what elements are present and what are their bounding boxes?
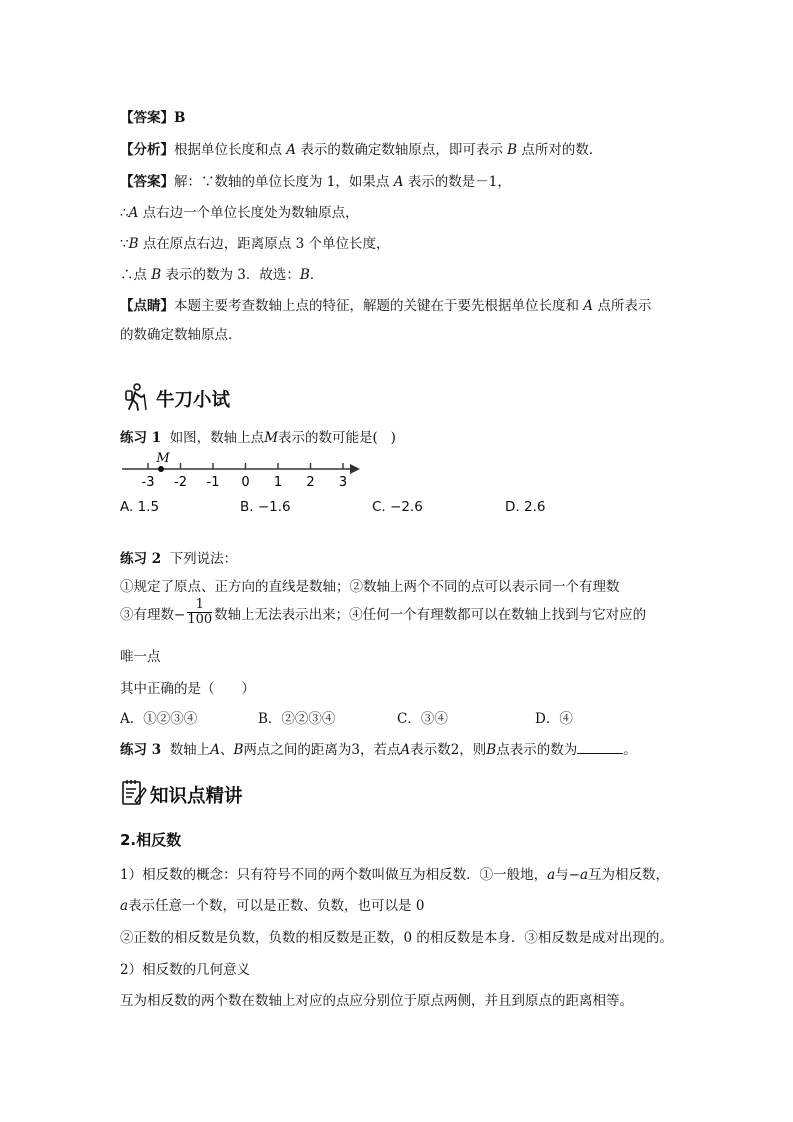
topic-paragraph-3: ②正数的相反数是负数，负数的相反数是正数，0 的相反数是本身．③相反数是成对出现的。 xyxy=(120,930,673,946)
answer-line: 【答案】B xyxy=(120,110,186,126)
point-m-marker xyxy=(158,466,164,472)
number-line-tick-label: 2 xyxy=(306,475,315,490)
number-line-tick-label: 1 xyxy=(273,475,283,490)
topic-paragraph-4: 2）相反数的几何意义 xyxy=(120,962,251,978)
exercise-2-option-d[interactable]: D．④ xyxy=(535,711,573,727)
exercise-2-option-b[interactable]: B．②②③④ xyxy=(258,711,336,727)
exercise-2-statement-2: ③有理数− $\frac{1}{100}$ 数轴上无法表示出来；④任何一个有理数都可以在数轴上找到与它对应的 xyxy=(120,597,647,628)
exercise-1-option-d[interactable]: D. 2.6 xyxy=(505,499,546,515)
fraction: $\frac{1}{100}$ xyxy=(187,597,213,628)
exercise-2-statement-1: ①规定了原点、正方向的直线是数轴；②数轴上两个不同的点可以表示同一个有理数 xyxy=(120,579,620,595)
point-m-label: M xyxy=(156,451,170,466)
exercise-3-question: 练习 3 数轴上A、B两点之间的距离为3，若点A表示数2，则B点表示的数为 。 xyxy=(120,742,637,758)
number-line-arrow xyxy=(350,464,360,474)
comment-line-2: 的数确定数轴原点． xyxy=(120,327,242,343)
exercise-2-statement-3: 唯一点 xyxy=(120,649,161,665)
number-line-tick-label: -3 xyxy=(141,475,155,490)
number-line-tick-label: 0 xyxy=(241,475,250,490)
hiker-icon xyxy=(122,383,148,415)
notebook-icon xyxy=(121,778,147,810)
number-line-tick-label: -1 xyxy=(206,475,220,490)
answer-blank[interactable] xyxy=(577,742,623,754)
solution-step-1: ∴A 点右边一个单位长度处为数轴原点， xyxy=(120,205,359,221)
topic-paragraph-5: 互为相反数的两个数在数轴上对应的点应分别位于原点两侧，并且到原点的距离相等。 xyxy=(120,993,633,1009)
exercise-1-option-c[interactable]: C. −2.6 xyxy=(372,499,423,515)
number-line-tick-label: 3 xyxy=(338,475,348,490)
solution-line: 【答案】解：∵数轴的单位长度为 1，如果点 A 表示的数是－1， xyxy=(120,174,511,190)
topic-heading: 2.相反数 xyxy=(120,831,182,849)
exercise-2-ask: 其中正确的是（ ） xyxy=(120,681,255,697)
exercise-1-option-a[interactable]: A. 1.5 xyxy=(120,499,160,515)
number-line-tick-label: -2 xyxy=(174,475,187,490)
exercise-1-option-b[interactable]: B. −1.6 xyxy=(240,499,291,515)
exercise-1-question: 练习 1 如图，数轴上点M表示的数可能是( ) xyxy=(120,430,396,446)
solution-step-3: ∴点 B 表示的数为 3．故选：B． xyxy=(120,267,324,283)
analysis-line: 【分析】根据单位长度和点 A 表示的数确定数轴原点，即可表示 B 点所对的数． xyxy=(120,142,603,158)
section-title-practice: 牛刀小试 xyxy=(156,390,231,411)
topic-paragraph-2: a表示任意一个数，可以是正数、负数，也可以是 0 xyxy=(120,898,425,914)
exercise-2-question: 练习 2 下列说法： xyxy=(120,551,238,567)
solution-step-2: ∵B 点在原点右边，距离原点 3 个单位长度， xyxy=(120,236,390,252)
topic-paragraph-1: 1）相反数的概念：只有符号不同的两个数叫做互为相反数．①一般地，a与−a互为相反数， xyxy=(120,867,670,883)
exercise-2-option-a[interactable]: A．①②③④ xyxy=(120,711,198,727)
exercise-2-option-c[interactable]: C．③④ xyxy=(397,711,448,727)
comment-line: 【点睛】本题主要考查数轴上点的特征，解题的关键在于要先根据单位长度和 A 点所表示 xyxy=(120,298,652,314)
section-title-knowledge: 知识点精讲 xyxy=(150,786,243,807)
number-line xyxy=(115,448,365,490)
